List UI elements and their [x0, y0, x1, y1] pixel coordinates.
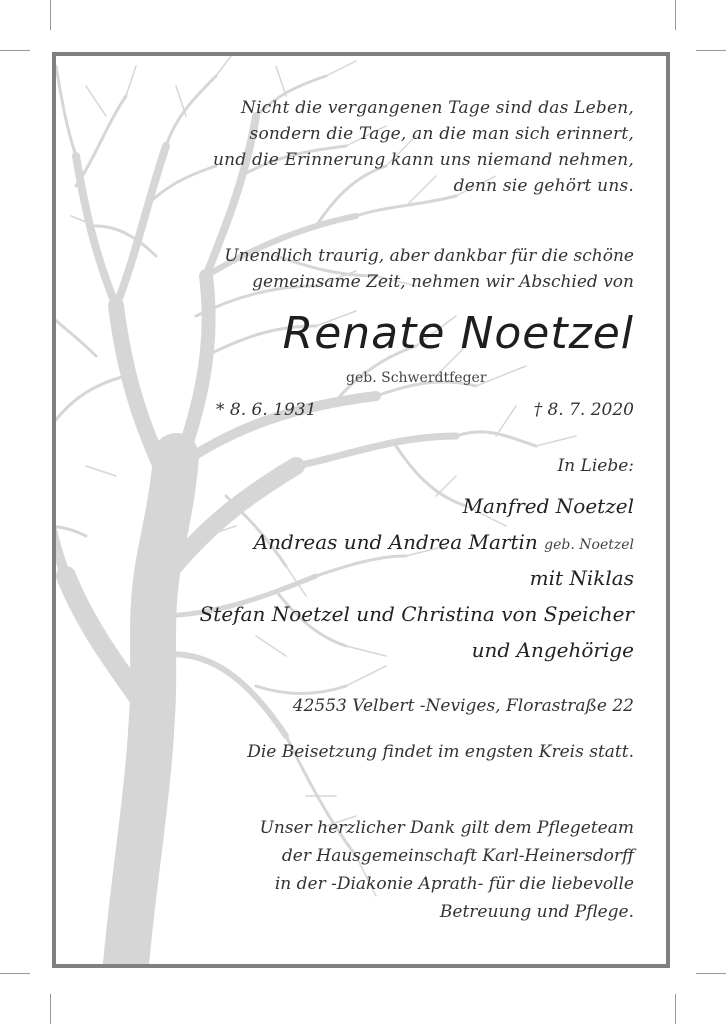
crop-mark-bottom-right-h — [696, 973, 726, 974]
deceased-name: Renate Noetzel — [282, 308, 634, 359]
thanks-line-4: Betreuung und Pflege. — [439, 902, 634, 922]
crop-mark-top-right-h — [696, 50, 726, 51]
crop-mark-top-left-h — [0, 50, 30, 51]
quote-line-2: sondern die Tage, an die man sich erinnert, — [249, 124, 634, 144]
thanks-line-3: in der -Diakonie Aprath- für die liebevolle — [274, 874, 634, 894]
crop-mark-bottom-right — [675, 994, 676, 1024]
mourner-line-2-main: Andreas und Andrea Martin — [253, 530, 538, 554]
crop-mark-bottom-left-h — [0, 973, 30, 974]
crop-mark-bottom-left — [50, 994, 51, 1024]
mourner-line-1: Manfred Noetzel — [462, 494, 634, 518]
birth-name: geb. Schwerdtfeger — [346, 370, 487, 386]
mourner-line-5: und Angehörige — [471, 638, 634, 662]
death-date: † 8. 7. 2020 — [533, 400, 634, 420]
birth-date: * 8. 6. 1931 — [216, 400, 317, 420]
crop-mark-top-right — [675, 0, 676, 30]
mourner-line-2 — [254, 530, 634, 554]
mourners-heading: In Liebe: — [557, 456, 634, 476]
quote-line-3: und die Erinnerung kann uns niemand nehmen, — [213, 150, 634, 170]
thanks-line-2: der Hausgemeinschaft Karl-Heinersdorff — [281, 846, 634, 866]
obituary-text — [56, 56, 666, 964]
obituary-card — [52, 52, 670, 968]
quote-line-4: denn sie gehört uns. — [453, 176, 634, 196]
intro-line-2: gemeinsame Zeit, nehmen wir Abschied von — [252, 272, 634, 292]
burial-notice: Die Beisetzung findet im engsten Kreis statt. — [247, 742, 634, 762]
address: 42553 Velbert -Neviges, Florastraße 22 — [292, 696, 634, 716]
crop-mark-top-left — [50, 0, 51, 30]
mourner-line-3: mit Niklas — [529, 566, 634, 590]
thanks-line-1: Unser herzlicher Dank gilt dem Pflegeteam — [259, 818, 634, 838]
quote-line-1: Nicht die vergangenen Tage sind das Leben, — [241, 98, 634, 118]
mourner-line-4: Stefan Noetzel und Christina von Speicher — [199, 602, 634, 626]
intro-line-1: Unendlich traurig, aber dankbar für die schöne — [224, 246, 634, 266]
mourner-line-2-note: geb. Noetzel — [544, 537, 634, 553]
